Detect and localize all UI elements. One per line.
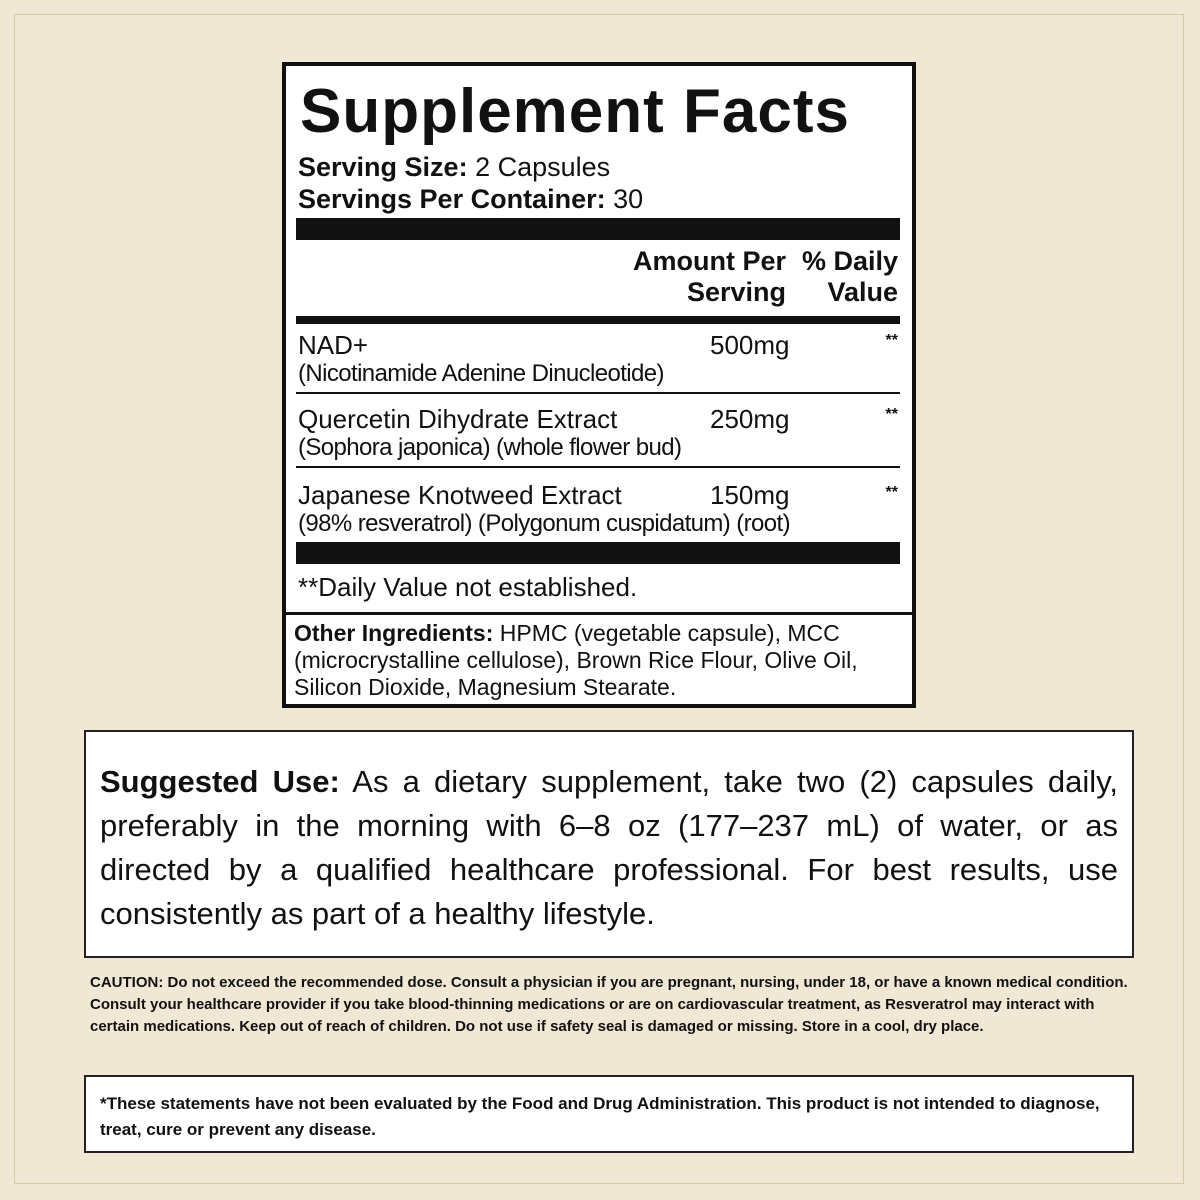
other-ingredients-label: Other Ingredients:: [294, 620, 494, 646]
daily-value-header: [802, 246, 898, 308]
amount-per-serving-header: [633, 246, 786, 308]
other-ingredients-text: HPMC (vegetable capsule), MCC (microcrystalline cellulose), Brown Rice Flour, Olive Oil, Silicon Dioxide, Magnesium Stearate.: [294, 620, 858, 700]
suggested-use-text: As a dietary supplement, take two (2) capsules daily, preferably in the morning with 6–8 oz (177–237 mL) of water, or as directed by a qualified healthcare professional. For best results, use consistently as part of a healthy lifestyle.: [100, 764, 1119, 931]
thick-divider-bottom: [296, 542, 900, 564]
ingredient-dv: **: [885, 484, 898, 501]
thick-divider-top: [296, 218, 900, 240]
facts-title: Supplement Facts: [300, 77, 850, 146]
row-divider: [296, 466, 900, 468]
amount-header-line2: Serving: [686, 277, 786, 307]
servings-label: Servings Per Container:: [298, 184, 606, 214]
serving-size: [298, 152, 610, 183]
suggested-use-label: Suggested Use:: [100, 764, 340, 799]
supplement-facts-panel: [282, 62, 916, 708]
servings-value: 30: [613, 184, 644, 214]
dv-header-line1: % Daily: [801, 246, 898, 276]
ingredient-name: NAD+: [298, 330, 369, 360]
ingredient-dv: **: [885, 332, 898, 349]
caution-text: CAUTION: Do not exceed the recommended dose. Consult a physician if you are pregnant, nursing, under 18, or have a known medical condition. Consult your healthcare provider if you take blood-thinning medications or are on cardiovascular treatment, as Resveratrol may interact with certain medications. Keep out of reach of children. Do not use if safety seal is damaged or missing. Store in a cool, dry place.: [90, 974, 1128, 1035]
serving-size-value: 2 Capsules: [475, 152, 611, 182]
fda-disclaimer: *These statements have not been evaluated by the Food and Drug Administration. This product is not intended to diagnose, treat, cure or prevent any disease.: [84, 1075, 1134, 1153]
suggested-use-box: [84, 730, 1134, 958]
other-ingredients-divider: [286, 612, 912, 615]
row-divider: [296, 392, 900, 394]
ingredient-detail: (98% resveratrol) (Polygonum cuspidatum) (root): [298, 510, 790, 537]
ingredient-amount: 250mg: [710, 404, 790, 434]
ingredient-name: Japanese Knotweed Extract: [298, 480, 622, 510]
medium-divider: [296, 316, 900, 324]
ingredient-amount: 150mg: [710, 480, 790, 510]
serving-size-label: Serving Size:: [298, 152, 468, 182]
ingredient-amount: 500mg: [710, 330, 790, 360]
dv-footnote: **Daily Value not established.: [298, 572, 638, 602]
amount-header-line1: Amount Per: [632, 246, 786, 276]
ingredient-dv: **: [885, 406, 898, 423]
ingredient-detail: (Nicotinamide Adenine Dinucleotide): [298, 360, 664, 387]
dv-header-line2: Value: [827, 277, 898, 307]
other-ingredients: [294, 620, 888, 701]
ingredient-name: Quercetin Dihydrate Extract: [298, 404, 618, 434]
ingredient-detail: (Sophora japonica) (whole flower bud): [298, 434, 682, 461]
servings-per-container: [298, 184, 643, 215]
